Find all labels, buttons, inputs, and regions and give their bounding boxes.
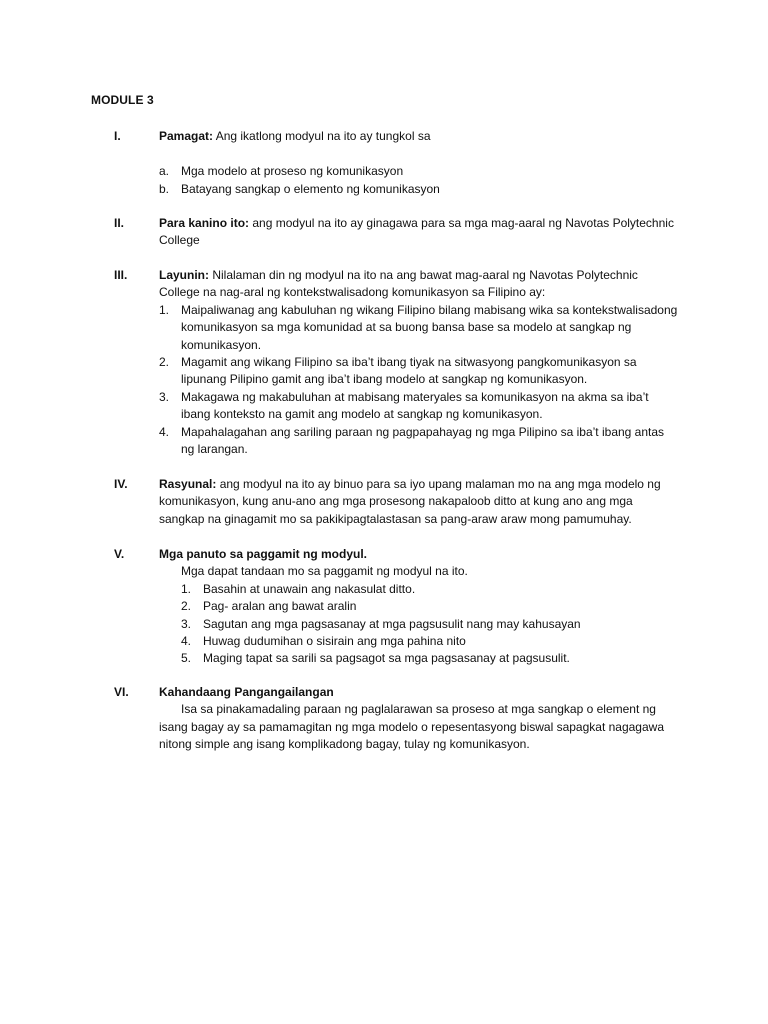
list-marker: 4.: [159, 424, 170, 439]
section-label: Para kanino ito:: [159, 216, 250, 230]
list-marker: 4.: [181, 634, 192, 649]
list-marker: 5.: [181, 651, 192, 666]
list-item-text: Sagutan ang mga pagsasanay at mga pagsusulit nang may kahusayan: [203, 616, 581, 631]
section-label: Kahandaang Pangangailangan: [159, 685, 334, 699]
list-marker: 1.: [159, 302, 170, 317]
section-label: Layunin:: [159, 268, 209, 282]
section-paragraph: Isa sa pinakamadaling paraan ng paglalarawan sa proseso at mga sangkap o element ng isang bagay ay sa pamamagitan ng mga modelo o repesentasyong biswal sapagkat nagagawa nitong simple ang isang komplikadong bagay, tulay ng komunikasyon.: [159, 702, 664, 752]
section-numeral: V.: [114, 547, 125, 561]
list-item: [159, 389, 679, 424]
list-marker: 3.: [181, 616, 192, 631]
section-heading-line: [159, 476, 679, 528]
list-item-text: Batayang sangkap o elemento ng komunikasyon: [181, 181, 440, 196]
section-label: Mga panuto sa paggamit ng modyul.: [159, 547, 368, 561]
list-item: [181, 581, 679, 598]
section-label: Pamagat:: [159, 129, 214, 143]
section-numeral: VI.: [114, 685, 129, 699]
section-body: [159, 684, 679, 754]
section-heading-line: [159, 267, 679, 302]
topic-list: [159, 163, 679, 198]
section-body: [159, 476, 679, 528]
section-body: [159, 546, 679, 668]
list-item-text: Mga modelo at proseso ng komunikasyon: [181, 164, 404, 179]
section-heading-line: [159, 215, 679, 250]
list-item: [181, 650, 679, 667]
list-marker: 2.: [181, 599, 192, 614]
list-item-text: Makagawa ng makabuluhan at mabisang materyales sa komunikasyon na akma sa iba’t ibang konteksto na gamit ang modelo at sangkap ng komunikasyon.: [181, 389, 649, 422]
section-intro: Mga dapat tandaan mo sa paggamit ng modyul na ito.: [181, 564, 468, 579]
section-body: [159, 267, 679, 458]
list-item: [181, 616, 679, 633]
list-item: [159, 181, 679, 198]
list-item-text: Huwag dudumihan o sisirain ang mga pahina nito: [203, 634, 466, 649]
section-text: Ang ikatlong modyul na ito ay tungkol sa: [213, 129, 431, 143]
list-item: [159, 302, 679, 354]
list-item-text: Maipaliwanag ang kabuluhan ng wikang Filipino bilang mabisang wika sa kontekstwalisadong komunikasyon sa mga komunidad at sa buong bansa base sa modelo at sangkap ng komunikasyon.: [181, 302, 678, 352]
section-body: [159, 128, 679, 198]
list-item: [159, 163, 679, 180]
section-numeral: III.: [114, 268, 128, 282]
list-item: [159, 424, 679, 459]
section-text: ang modyul na ito ay ginagawa para sa mga mag-aaral ng Navotas Polytechnic College: [159, 216, 674, 248]
section-numeral: IV.: [114, 477, 128, 491]
list-marker: a.: [159, 164, 170, 179]
module-title: MODULE 3: [91, 93, 154, 107]
list-item-text: Magamit ang wikang Filipino sa iba’t ibang tiyak na sitwasyong pangkomunikasyon sa lipunang Pilipino gamit ang iba’t ibang modelo at sangkap ng komunikasyon.: [181, 355, 637, 387]
list-marker: 1.: [181, 581, 192, 596]
list-marker: 2.: [159, 355, 170, 370]
list-item: [181, 633, 679, 650]
section-label: Rasyunal:: [159, 477, 217, 491]
list-item-text: Pag- aralan ang bawat aralin: [203, 599, 357, 614]
list-item-text: Mapahalagahan ang sariling paraan ng pagpapahayag ng mga Pilipino sa iba’t ibang antas ng larangan.: [181, 424, 665, 457]
list-marker: 3.: [159, 389, 170, 404]
objectives-list: [159, 302, 679, 459]
section-numeral: II.: [114, 216, 125, 230]
section-body: [159, 215, 679, 250]
section-heading-line: [159, 128, 679, 145]
list-item: [159, 354, 679, 389]
instructions-list: [159, 581, 679, 668]
list-item-text: Maging tapat sa sarili sa pagsagot sa mga pagsasanay at pagsusulit.: [203, 651, 570, 666]
list-marker: b.: [159, 181, 170, 196]
list-item-text: Basahin at unawain ang nakasulat ditto.: [203, 581, 416, 596]
section-text: ang modyul na ito ay binuo para sa iyo upang malaman mo na ang mga modelo ng komunikasyon, kung anu-ano ang mga prosesong nakapaloob ditto at kung ano ang mga sangkap na ginagamit mo sa pakikipagtalastasan sa pang-araw araw mong pamumuhay.: [159, 477, 661, 526]
list-item: [181, 598, 679, 615]
section-text: Nilalaman din ng modyul na ito na ang bawat mag-aaral ng Navotas Polytechnic College na nag-aral ng kontekstwalisadong komunikasyon sa Filipino ay:: [159, 268, 638, 300]
section-numeral: I.: [114, 129, 121, 143]
